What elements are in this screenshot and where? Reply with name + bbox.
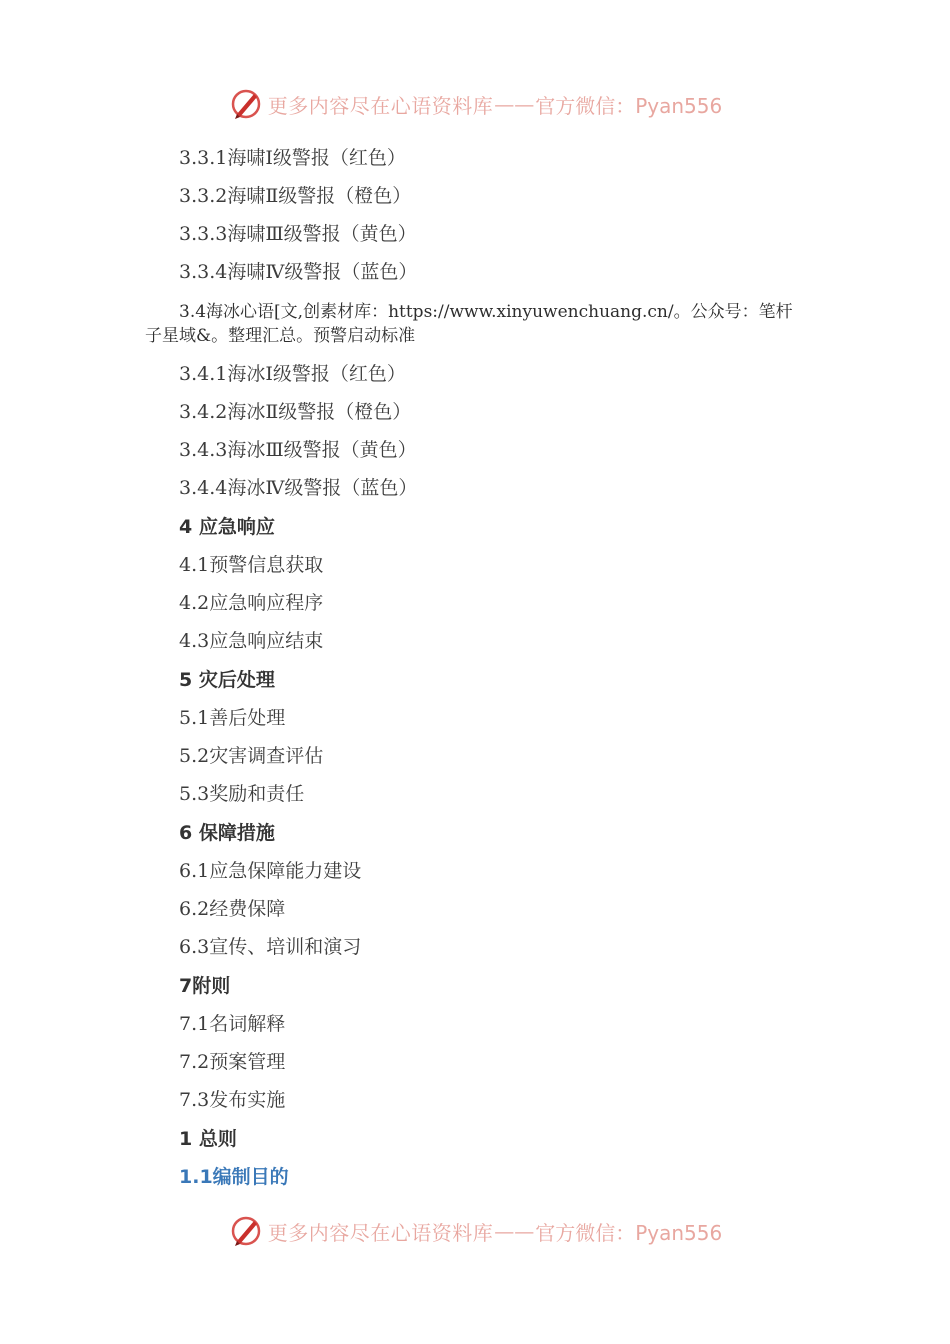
section-heading: 7附则 xyxy=(179,975,231,997)
section-heading: 5 灾后处理 xyxy=(179,669,275,691)
section-heading: 6 保障措施 xyxy=(179,822,275,844)
banner-text: 更多内容尽在心语资料库 xyxy=(267,93,494,118)
footer-banner xyxy=(0,1211,950,1251)
toc-line: 5.1善后处理 xyxy=(179,707,286,729)
toc-line: 3.3.3海啸Ⅲ级警报（黄色） xyxy=(179,223,417,245)
pen-logo-icon xyxy=(228,1213,264,1249)
toc-line: 3.3.4海啸Ⅳ级警报（蓝色） xyxy=(179,261,418,283)
banner-separator: —— xyxy=(494,92,535,116)
pen-logo-icon xyxy=(228,86,264,122)
subsection-heading: 1.1编制目的 xyxy=(179,1166,289,1188)
toc-line: 3.4.3海冰Ⅲ级警报（黄色） xyxy=(179,439,417,461)
toc-line: 4.3应急响应结束 xyxy=(179,630,324,652)
banner-text: 更多内容尽在心语资料库 xyxy=(267,1220,494,1245)
toc-line: 7.2预案管理 xyxy=(179,1051,286,1073)
toc-line: 3.3.2海啸Ⅱ级警报（橙色） xyxy=(179,185,412,207)
toc-line: 5.2灾害调查评估 xyxy=(179,745,324,767)
toc-line: 3.3.1海啸Ⅰ级警报（红色） xyxy=(179,147,406,169)
section-heading: 4 应急响应 xyxy=(179,516,275,538)
toc-line: 6.2经费保障 xyxy=(179,898,286,920)
banner-separator: —— xyxy=(494,1219,535,1243)
toc-line: 3.4.1海冰Ⅰ级警报（红色） xyxy=(179,363,406,385)
toc-line: 6.3宣传、培训和演习 xyxy=(179,936,362,958)
toc-line: 7.1名词解释 xyxy=(179,1013,286,1035)
toc-line: 4.1预警信息获取 xyxy=(179,554,324,576)
toc-paragraph xyxy=(145,300,805,348)
banner-contact: 官方微信：Pyan556 xyxy=(535,1220,723,1245)
toc-line: 4.2应急响应程序 xyxy=(179,592,324,614)
toc-line: 3.4.2海冰Ⅱ级警报（橙色） xyxy=(179,401,412,423)
paragraph-text: 3.4海冰心语[文,创素材库：https://www.xinyuwenchuang.cn/。公众号：笔杆子星域&。整理汇总。预警启动标准 xyxy=(145,302,793,346)
toc-line: 5.3奖励和责任 xyxy=(179,783,305,805)
section-heading: 1 总则 xyxy=(179,1128,237,1150)
header-banner xyxy=(0,84,950,124)
toc-line: 7.3发布实施 xyxy=(179,1089,286,1111)
banner-contact: 官方微信：Pyan556 xyxy=(535,93,723,118)
toc-line: 3.4.4海冰Ⅳ级警报（蓝色） xyxy=(179,477,418,499)
toc-line: 6.1应急保障能力建设 xyxy=(179,860,362,882)
